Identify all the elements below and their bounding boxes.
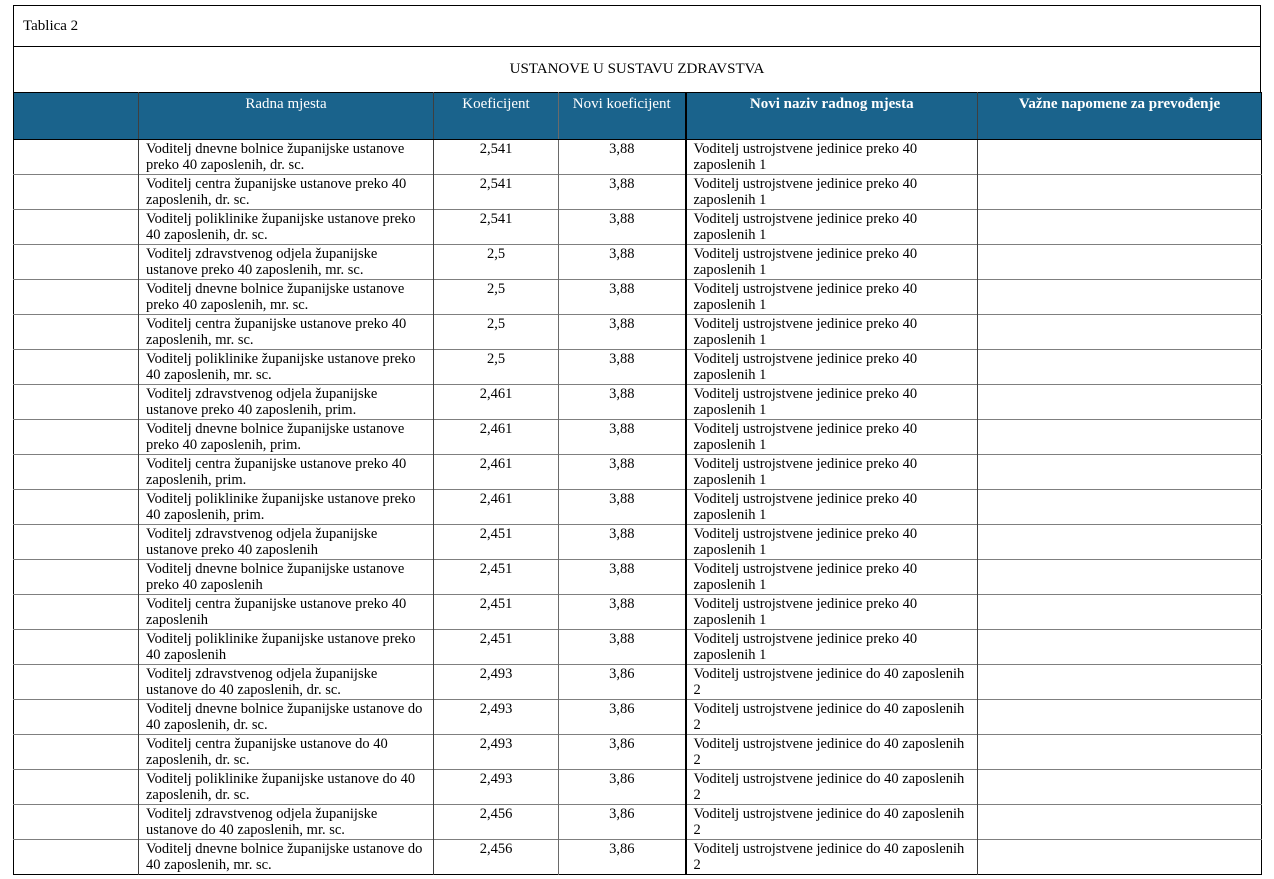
koeficijent-cell: 2,456 (434, 805, 559, 840)
novi-naziv-cell: Voditelj ustrojstvene jedinice preko 40 zaposlenih 1 (686, 455, 978, 490)
radno-mjesto-cell: Voditelj dnevne bolnice županijske ustanove do 40 zaposlenih, mr. sc. (139, 840, 434, 875)
table-row (14, 595, 1262, 630)
empty-cell (14, 735, 139, 770)
empty-cell (14, 315, 139, 350)
napomena-cell (978, 595, 1262, 630)
empty-cell (14, 280, 139, 315)
radno-mjesto-cell: Voditelj dnevne bolnice županijske ustanove preko 40 zaposlenih, dr. sc. (139, 140, 434, 175)
novi-koeficijent-cell: 3,88 (559, 140, 686, 175)
table-row (14, 210, 1262, 245)
table-title: USTANOVE U SUSTAVU ZDRAVSTVA (509, 61, 765, 77)
koeficijent-cell: 2,461 (434, 455, 559, 490)
novi-naziv-cell: Voditelj ustrojstvene jedinice preko 40 zaposlenih 1 (686, 560, 978, 595)
radno-mjesto-cell: Voditelj centra županijske ustanove preko 40 zaposlenih (139, 595, 434, 630)
koeficijent-cell: 2,461 (434, 420, 559, 455)
empty-cell (14, 665, 139, 700)
koeficijent-cell: 2,5 (434, 350, 559, 385)
empty-cell (14, 210, 139, 245)
table-row (14, 490, 1262, 525)
table-row (14, 315, 1262, 350)
napomena-cell (978, 490, 1262, 525)
table-header (14, 93, 1262, 140)
empty-cell (14, 770, 139, 805)
napomena-cell (978, 350, 1262, 385)
napomena-cell (978, 840, 1262, 875)
koeficijent-cell: 2,541 (434, 210, 559, 245)
koeficijent-cell: 2,461 (434, 385, 559, 420)
empty-cell (14, 805, 139, 840)
napomena-cell (978, 455, 1262, 490)
napomena-cell (978, 665, 1262, 700)
radno-mjesto-cell: Voditelj centra županijske ustanove preko 40 zaposlenih, dr. sc. (139, 175, 434, 210)
table-row (14, 700, 1262, 735)
table-row (14, 735, 1262, 770)
koeficijent-cell: 2,493 (434, 700, 559, 735)
table-label: Tablica 2 (23, 17, 79, 34)
table-row (14, 840, 1262, 875)
koeficijent-cell: 2,493 (434, 770, 559, 805)
novi-koeficijent-cell: 3,88 (559, 420, 686, 455)
radno-mjesto-cell: Voditelj zdravstvenog odjela županijske ustanove do 40 zaposlenih, dr. sc. (139, 665, 434, 700)
novi-koeficijent-cell: 3,88 (559, 560, 686, 595)
radno-mjesto-cell: Voditelj centra županijske ustanove preko 40 zaposlenih, mr. sc. (139, 315, 434, 350)
novi-koeficijent-cell: 3,88 (559, 175, 686, 210)
document-body (13, 5, 1261, 875)
koeficijent-cell: 2,493 (434, 665, 559, 700)
header-radna-mjesta: Radna mjesta (139, 93, 434, 140)
novi-naziv-cell: Voditelj ustrojstvene jedinice preko 40 zaposlenih 1 (686, 175, 978, 210)
novi-koeficijent-cell: 3,86 (559, 665, 686, 700)
empty-cell (14, 350, 139, 385)
novi-naziv-cell: Voditelj ustrojstvene jedinice preko 40 zaposlenih 1 (686, 420, 978, 455)
empty-cell (14, 455, 139, 490)
novi-koeficijent-cell: 3,88 (559, 455, 686, 490)
koeficijent-cell: 2,451 (434, 630, 559, 665)
radno-mjesto-cell: Voditelj zdravstvenog odjela županijske ustanove do 40 zaposlenih, mr. sc. (139, 805, 434, 840)
napomena-cell (978, 770, 1262, 805)
novi-naziv-cell: Voditelj ustrojstvene jedinice do 40 zaposlenih 2 (686, 700, 978, 735)
koeficijent-cell: 2,5 (434, 280, 559, 315)
napomena-cell (978, 245, 1262, 280)
koeficijent-cell: 2,541 (434, 175, 559, 210)
napomena-cell (978, 280, 1262, 315)
novi-koeficijent-cell: 3,88 (559, 525, 686, 560)
table-row (14, 140, 1262, 175)
radno-mjesto-cell: Voditelj poliklinike županijske ustanove preko 40 zaposlenih (139, 630, 434, 665)
novi-naziv-cell: Voditelj ustrojstvene jedinice preko 40 zaposlenih 1 (686, 350, 978, 385)
koeficijent-cell: 2,493 (434, 735, 559, 770)
novi-naziv-cell: Voditelj ustrojstvene jedinice preko 40 zaposlenih 1 (686, 595, 978, 630)
table-title-row (13, 47, 1261, 92)
napomena-cell (978, 420, 1262, 455)
header-novi-koeficijent: Novi koeficijent (559, 93, 686, 140)
novi-koeficijent-cell: 3,86 (559, 735, 686, 770)
empty-cell (14, 420, 139, 455)
table-row (14, 525, 1262, 560)
table-row (14, 280, 1262, 315)
novi-naziv-cell: Voditelj ustrojstvene jedinice preko 40 zaposlenih 1 (686, 280, 978, 315)
table-row (14, 245, 1262, 280)
radno-mjesto-cell: Voditelj zdravstvenog odjela županijske ustanove preko 40 zaposlenih, mr. sc. (139, 245, 434, 280)
header-row (14, 93, 1262, 140)
header-novi-naziv: Novi naziv radnog mjesta (686, 93, 978, 140)
novi-koeficijent-cell: 3,88 (559, 280, 686, 315)
novi-naziv-cell: Voditelj ustrojstvene jedinice preko 40 zaposlenih 1 (686, 245, 978, 280)
napomena-cell (978, 385, 1262, 420)
novi-naziv-cell: Voditelj ustrojstvene jedinice do 40 zaposlenih 2 (686, 840, 978, 875)
novi-koeficijent-cell: 3,86 (559, 840, 686, 875)
novi-koeficijent-cell: 3,86 (559, 805, 686, 840)
radno-mjesto-cell: Voditelj dnevne bolnice županijske ustanove preko 40 zaposlenih, prim. (139, 420, 434, 455)
empty-cell (14, 525, 139, 560)
napomena-cell (978, 210, 1262, 245)
novi-koeficijent-cell: 3,88 (559, 315, 686, 350)
novi-naziv-cell: Voditelj ustrojstvene jedinice do 40 zaposlenih 2 (686, 770, 978, 805)
napomena-cell (978, 315, 1262, 350)
radno-mjesto-cell: Voditelj poliklinike županijske ustanove preko 40 zaposlenih, prim. (139, 490, 434, 525)
koeficijent-cell: 2,456 (434, 840, 559, 875)
table-row (14, 420, 1262, 455)
novi-koeficijent-cell: 3,88 (559, 490, 686, 525)
koeficijent-cell: 2,541 (434, 140, 559, 175)
novi-koeficijent-cell: 3,88 (559, 210, 686, 245)
novi-naziv-cell: Voditelj ustrojstvene jedinice preko 40 zaposlenih 1 (686, 525, 978, 560)
empty-cell (14, 630, 139, 665)
novi-naziv-cell: Voditelj ustrojstvene jedinice preko 40 zaposlenih 1 (686, 315, 978, 350)
koeficijent-cell: 2,5 (434, 315, 559, 350)
novi-koeficijent-cell: 3,88 (559, 245, 686, 280)
napomena-cell (978, 700, 1262, 735)
koeficijent-cell: 2,5 (434, 245, 559, 280)
empty-cell (14, 490, 139, 525)
novi-naziv-cell: Voditelj ustrojstvene jedinice preko 40 zaposlenih 1 (686, 630, 978, 665)
radno-mjesto-cell: Voditelj centra županijske ustanove do 40 zaposlenih, dr. sc. (139, 735, 434, 770)
radno-mjesto-cell: Voditelj zdravstvenog odjela županijske ustanove preko 40 zaposlenih, prim. (139, 385, 434, 420)
napomena-cell (978, 525, 1262, 560)
data-table (13, 92, 1262, 875)
empty-cell (14, 595, 139, 630)
novi-naziv-cell: Voditelj ustrojstvene jedinice preko 40 zaposlenih 1 (686, 385, 978, 420)
radno-mjesto-cell: Voditelj zdravstvenog odjela županijske ustanove preko 40 zaposlenih (139, 525, 434, 560)
radno-mjesto-cell: Voditelj poliklinike županijske ustanove preko 40 zaposlenih, dr. sc. (139, 210, 434, 245)
novi-naziv-cell: Voditelj ustrojstvene jedinice do 40 zaposlenih 2 (686, 735, 978, 770)
header-napomene: Važne napomene za prevođenje (978, 93, 1262, 140)
empty-cell (14, 700, 139, 735)
table-row (14, 350, 1262, 385)
table-row (14, 805, 1262, 840)
header-empty (14, 93, 139, 140)
novi-koeficijent-cell: 3,88 (559, 350, 686, 385)
table-row (14, 560, 1262, 595)
napomena-cell (978, 175, 1262, 210)
napomena-cell (978, 560, 1262, 595)
napomena-cell (978, 140, 1262, 175)
napomena-cell (978, 630, 1262, 665)
radno-mjesto-cell: Voditelj dnevne bolnice županijske ustanove do 40 zaposlenih, dr. sc. (139, 700, 434, 735)
koeficijent-cell: 2,451 (434, 560, 559, 595)
novi-koeficijent-cell: 3,88 (559, 385, 686, 420)
radno-mjesto-cell: Voditelj poliklinike županijske ustanove preko 40 zaposlenih, mr. sc. (139, 350, 434, 385)
empty-cell (14, 245, 139, 280)
novi-naziv-cell: Voditelj ustrojstvene jedinice preko 40 zaposlenih 1 (686, 210, 978, 245)
table-body (14, 140, 1262, 875)
radno-mjesto-cell: Voditelj centra županijske ustanove preko 40 zaposlenih, prim. (139, 455, 434, 490)
table-row (14, 175, 1262, 210)
table-row (14, 770, 1262, 805)
empty-cell (14, 175, 139, 210)
table-row (14, 455, 1262, 490)
koeficijent-cell: 2,451 (434, 525, 559, 560)
novi-koeficijent-cell: 3,88 (559, 630, 686, 665)
table-row (14, 630, 1262, 665)
novi-naziv-cell: Voditelj ustrojstvene jedinice do 40 zaposlenih 2 (686, 805, 978, 840)
table-row (14, 385, 1262, 420)
empty-cell (14, 140, 139, 175)
novi-koeficijent-cell: 3,88 (559, 595, 686, 630)
novi-naziv-cell: Voditelj ustrojstvene jedinice do 40 zaposlenih 2 (686, 665, 978, 700)
novi-koeficijent-cell: 3,86 (559, 700, 686, 735)
novi-koeficijent-cell: 3,86 (559, 770, 686, 805)
radno-mjesto-cell: Voditelj poliklinike županijske ustanove do 40 zaposlenih, dr. sc. (139, 770, 434, 805)
napomena-cell (978, 735, 1262, 770)
radno-mjesto-cell: Voditelj dnevne bolnice županijske ustanove preko 40 zaposlenih (139, 560, 434, 595)
empty-cell (14, 560, 139, 595)
novi-naziv-cell: Voditelj ustrojstvene jedinice preko 40 zaposlenih 1 (686, 140, 978, 175)
table-row (14, 665, 1262, 700)
radno-mjesto-cell: Voditelj dnevne bolnice županijske ustanove preko 40 zaposlenih, mr. sc. (139, 280, 434, 315)
empty-cell (14, 385, 139, 420)
napomena-cell (978, 805, 1262, 840)
koeficijent-cell: 2,451 (434, 595, 559, 630)
table-label-box (13, 5, 1261, 47)
header-koeficijent: Koeficijent (434, 93, 559, 140)
koeficijent-cell: 2,461 (434, 490, 559, 525)
novi-naziv-cell: Voditelj ustrojstvene jedinice preko 40 zaposlenih 1 (686, 490, 978, 525)
empty-cell (14, 840, 139, 875)
